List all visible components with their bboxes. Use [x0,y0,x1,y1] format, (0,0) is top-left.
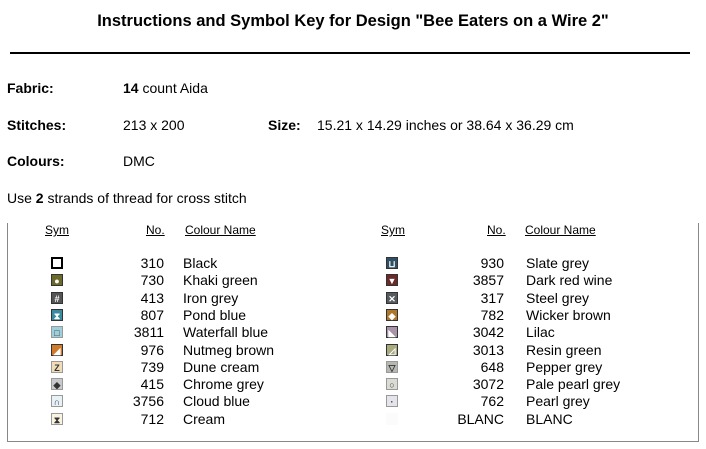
colour-name: Khaki green [183,272,258,289]
diamond-symbol-icon: ◆ [386,309,398,321]
colour-name: Slate grey [526,255,590,271]
colour-name: Pearl grey [526,393,590,410]
triangle-symbol-icon: ◣ [386,326,398,338]
header-sym-right: Sym [381,223,405,237]
note-suffix: strands of thread for cross stitch [43,190,247,206]
colour-name: Dark red wine [526,272,613,289]
thread-number: 730 [140,272,164,289]
header-sym-left: Sym [45,223,69,237]
thread-number: 3042 [472,324,504,341]
fabric-count: 14 [123,80,139,96]
fabric-value [123,80,208,96]
square-outline-symbol-icon [51,257,63,269]
colour-name: Chrome grey [183,376,264,393]
stitches-label: Stitches: [7,117,67,133]
colour-name: Iron grey [183,289,239,306]
thread-number: 762 [480,393,504,410]
thread-number: 3811 [133,324,164,341]
thread-number: 3756 [132,393,164,410]
triangle-symbol-icon: ▼ [387,276,397,287]
thread-number: 3072 [472,376,504,393]
hourglass-symbol-icon: ⧗ [51,309,63,321]
thread-number: 3857 [472,272,504,289]
fabric-type: count Aida [138,80,208,96]
thread-number: 415 [140,376,164,393]
thread-number: 739 [140,358,164,375]
triangle-symbol-icon: ▽ [386,361,398,373]
letter-u-symbol-icon: ⊔ [386,257,398,269]
square-symbol-icon: □ [51,326,63,338]
colour-name: Cloud blue [183,393,250,410]
thread-number: 712 [140,410,164,427]
cross-symbol-icon: ✕ [386,292,398,304]
colour-name: Waterfall blue [183,324,269,341]
dot-symbol-icon: · [386,395,398,407]
fabric-label: Fabric: [7,80,54,96]
strands-note [7,190,247,206]
blank-symbol-icon [386,413,398,425]
letter-z-symbol-icon: Z [51,361,63,373]
colour-name: Black [183,255,218,271]
colours-label: Colours: [7,153,65,169]
hourglass-symbol-icon: ⧗ [51,413,63,425]
colour-name: Steel grey [526,289,590,306]
colour-name: Pond blue [183,306,247,323]
thread-number: 3013 [472,341,504,358]
table-left-border [7,223,8,442]
thread-number: 807 [140,306,164,323]
thread-number: 648 [480,358,504,375]
circle-symbol-icon: ● [51,274,63,286]
colour-name: Dune cream [183,358,260,375]
strand-count: 2 [35,190,44,206]
hash-symbol-icon: # [51,292,63,304]
header-name-left: Colour Name [185,223,256,237]
note-prefix: Use [7,190,36,206]
triangle-symbol-icon: ◢ [51,344,63,356]
table-bottom-stub [7,441,101,442]
colour-name: BLANC [526,410,573,427]
colour-name: Wicker brown [526,306,611,323]
colour-name: Pale pearl grey [526,376,621,393]
size-label: Size: [268,117,301,133]
thread-number: 976 [140,341,164,358]
thread-number: 317 [480,289,504,306]
thread-number: 413 [140,289,164,306]
diamond-symbol-icon: ◆ [51,378,63,390]
thread-number: 310 [140,255,164,271]
circle-symbol-icon: ○ [386,378,398,390]
colour-name: Lilac [526,324,555,341]
stitches-value: 213 x 200 [123,117,185,133]
colour-name: Nutmeg brown [183,341,275,358]
header-name-right: Colour Name [525,223,596,237]
thread-number: 782 [480,306,504,323]
size-value: 15.21 x 14.29 inches or 38.64 x 36.29 cm [317,117,574,133]
title-divider [10,52,690,54]
header-no-left: No. [146,223,165,237]
header-no-right: No. [487,223,506,237]
thread-number: BLANC [457,410,504,427]
colours-value: DMC [123,153,155,169]
triangle-symbol-icon: ◿ [386,344,398,356]
arch-symbol-icon: ∩ [51,395,63,407]
page-title: Instructions and Symbol Key for Design "Bee Eaters on a Wire 2" [97,12,609,30]
colour-name: Resin green [526,341,602,358]
colour-name: Cream [183,410,226,427]
thread-number: 930 [480,255,504,271]
colour-name: Pepper grey [526,358,603,375]
